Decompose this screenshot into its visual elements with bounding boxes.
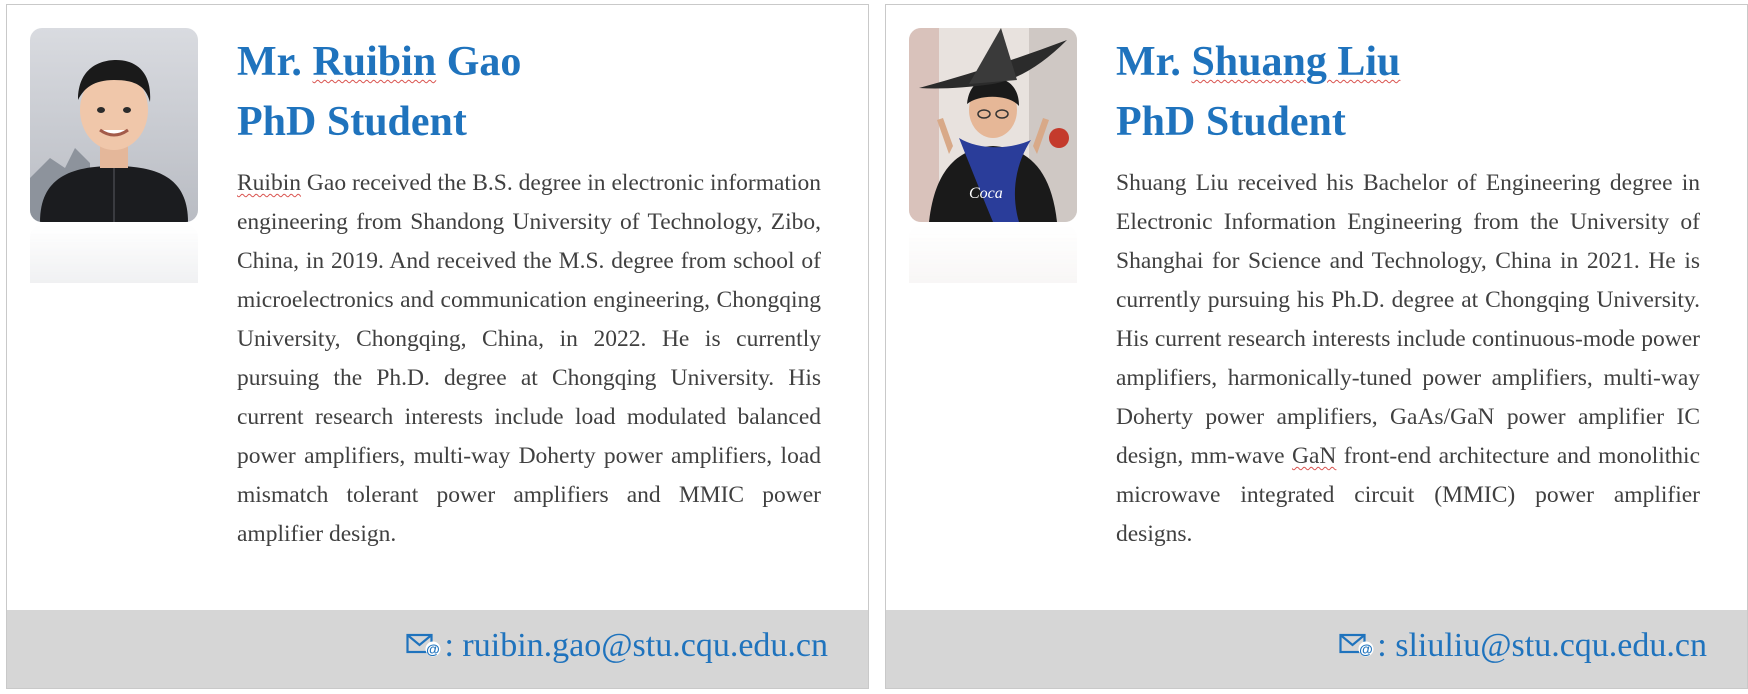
photo-container [30,28,198,283]
profile-card-shuang-liu [885,4,1748,689]
person-name [1116,41,1400,83]
svg-text:@: @ [426,641,441,657]
bio-lead-name: Ruibin [237,170,301,196]
name-first: Ruibin [312,39,437,85]
profile-photo [909,28,1077,222]
profile-photo [30,28,198,222]
person-name [237,41,521,83]
bio-body: Gao received the B.S. degree in electronic information engineering from Shandong University of Technology, Zibo, China, in 2019. And received the M.S. degree from school of microelectronics and communication engineering, Chongqing University, Chongqing, China, in 2022. He is currently pursuing the Ph.D. degree at Chongqing University. His current research interests include load modulated balanced power amplifiers, multi-way Doherty power amplifiers, load mismatch tolerant power amplifiers and MMIC power amplifier design. [237,170,821,547]
email-contact[interactable] [1339,626,1707,668]
person-role: PhD Student [237,99,467,145]
mail-icon [406,628,442,668]
svg-text:@: @ [1359,641,1374,657]
biography-text [1116,164,1700,554]
profile-card-ruibin-gao [6,4,869,689]
name-last: Gao [436,39,522,85]
photo-container [909,28,1077,283]
svg-text:Coca: Coca [969,185,1003,202]
contact-footer [886,610,1747,688]
person-role: PhD Student [1116,99,1346,145]
mail-icon [1339,628,1375,668]
photo-reflection [30,225,198,283]
photo-reflection [909,225,1077,283]
name-prefix: Mr. [1116,39,1192,85]
bio-body-part1: Shuang Liu received his Bachelor of Engineering degree in Electronic Information Engineering from the University of Shanghai for Science and Technology, China in 2021. He is currently pursuing his Ph.D. degree at Chongqing University. His current research interests include continuous-mode power amplifiers, harmonically-tuned power amplifiers, multi-way Doherty power amplifiers, GaAs/GaN power amplifier IC design, mm-wave [1116,170,1700,469]
contact-footer [7,610,868,688]
bio-marked-term: GaN [1291,443,1337,469]
bio-body-part2: front-end architecture and monolithic microwave integrated circuit (MMIC) power amplifier designs. [1116,443,1700,547]
name-first: Shuang Liu [1191,39,1401,85]
biography-text [237,164,821,554]
email-contact[interactable] [406,626,828,668]
email-address[interactable]: : ruibin.gao@stu.cqu.edu.cn [444,627,828,664]
name-prefix: Mr. [237,39,313,85]
email-address[interactable]: : sliuliu@stu.cqu.edu.cn [1377,627,1707,664]
